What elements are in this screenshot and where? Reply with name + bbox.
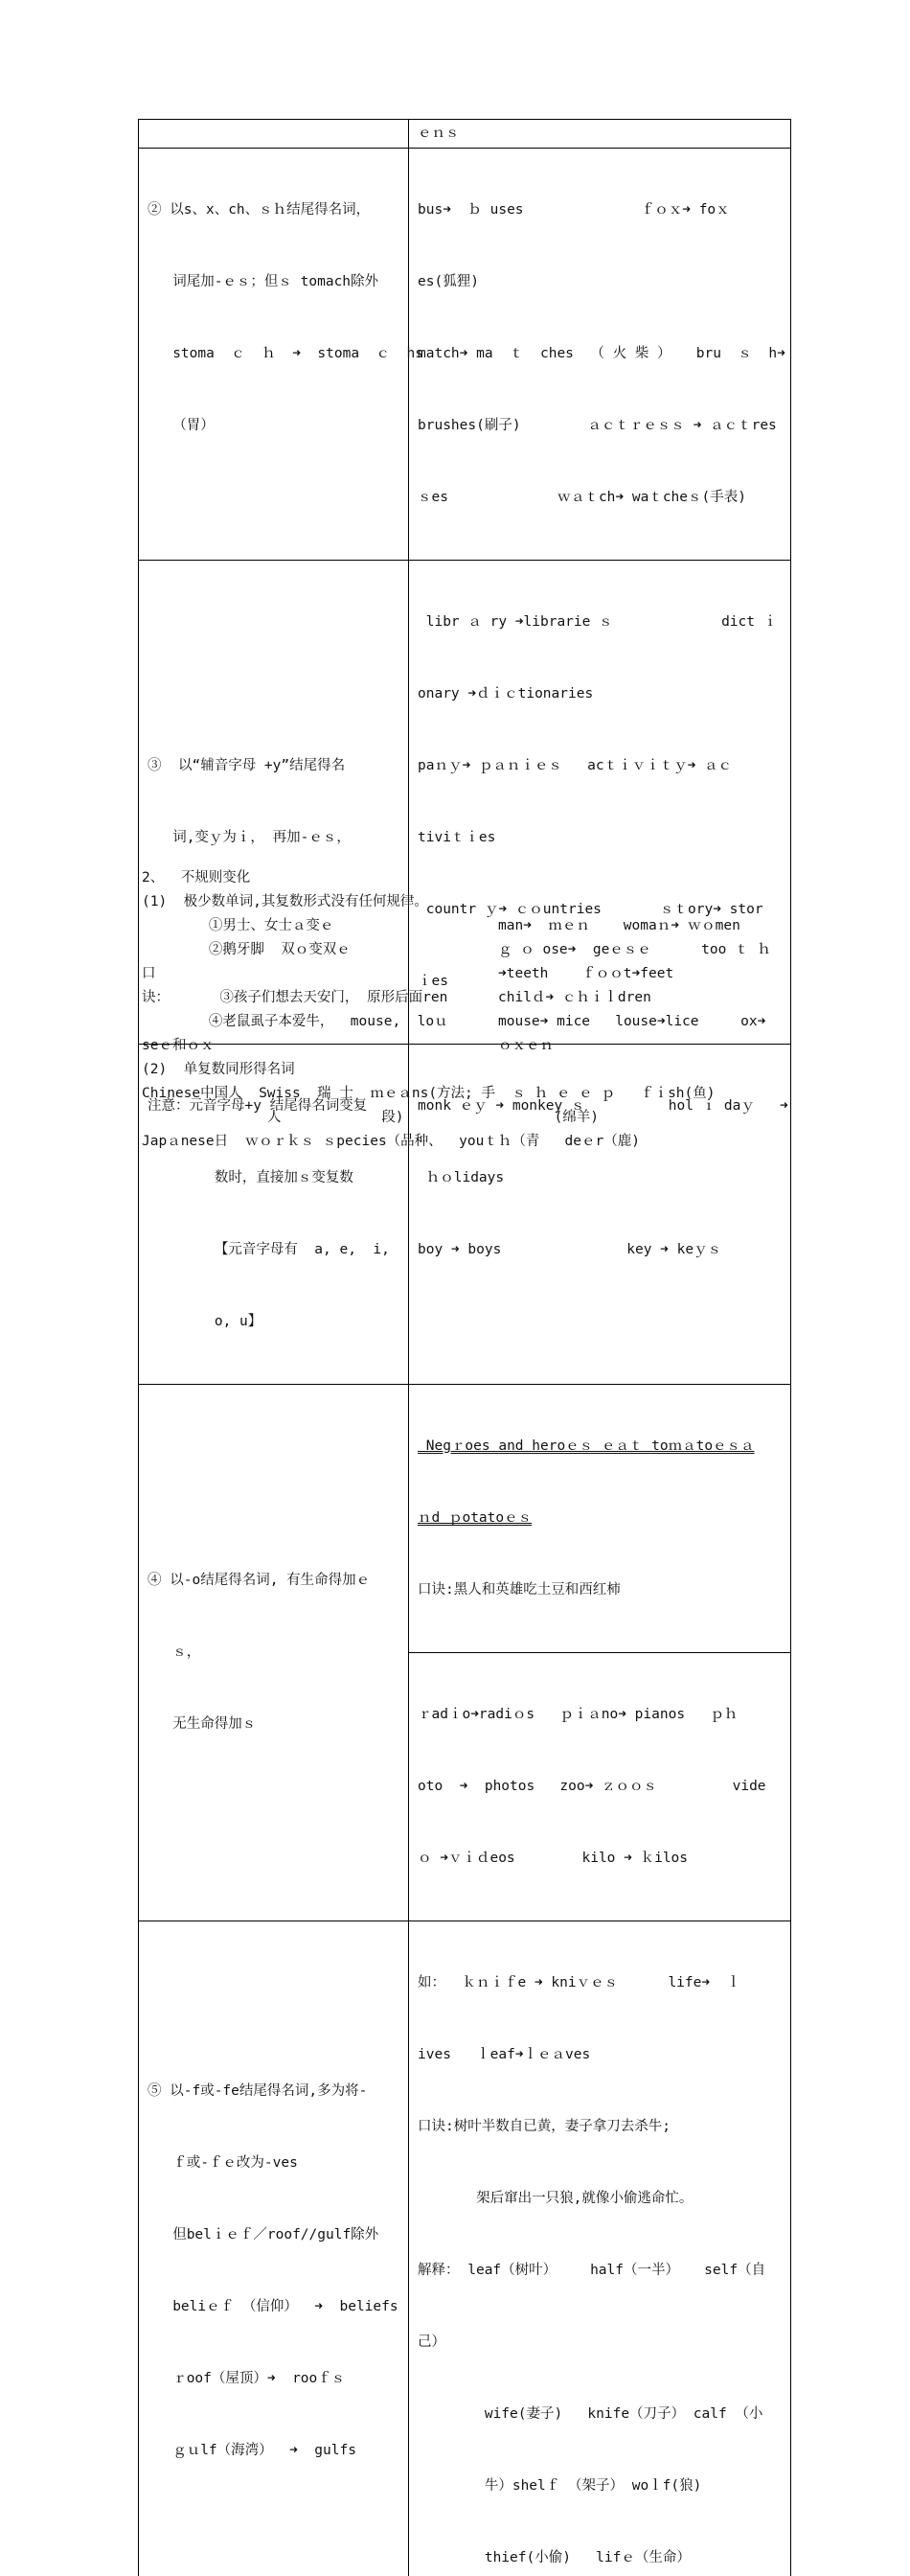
text-line: es(狐狸) bbox=[418, 270, 783, 294]
text-line: boy ➜ boys key ➜ keｙｓ bbox=[418, 1238, 783, 1262]
text-line: libr ａ ry ➜librarie ｓ dict ｉ bbox=[418, 610, 783, 634]
text-line: onary ➜ｄｉｃtionaries bbox=[418, 682, 783, 706]
text-line: 数时，直接加ｓ变复数 bbox=[148, 1166, 400, 1190]
text-line: 牛）shelｆ （架子） woｌf(狼) bbox=[418, 2474, 783, 2498]
text-line: ⑤ 以-f或-fe结尾得名词,多为将- bbox=[148, 2080, 400, 2104]
text-line: Japａnese日 ｗｏｒｋｓ ｓpecies（品种、 youｔｈ（青 deｅr（鹿) bbox=[142, 1130, 793, 1154]
section-heading: 2、 不规则变化 bbox=[142, 866, 793, 890]
text-line: 如： ｋｎｉｆe ➜ kniｖｅｓ life➜ ｌ bbox=[418, 1971, 783, 1995]
examples-column bbox=[498, 914, 793, 1058]
text-line: ①男士、女士ａ变ｅ bbox=[142, 914, 498, 938]
text-line: ②鹅牙脚 双ｏ变双ｅ bbox=[142, 938, 498, 962]
text-line: ｈｏlidays bbox=[418, 1166, 783, 1190]
text-line: oto ➜ photos zoo➜ ｚｏｏｓ vide bbox=[418, 1775, 783, 1799]
example-cell bbox=[409, 149, 791, 561]
text-line: stoma ｃ ｈ ➜ stoma ｃ hs bbox=[148, 342, 400, 366]
example-cell bbox=[409, 1385, 791, 1921]
rule-cell bbox=[139, 1921, 409, 2576]
text-line: 但belｉｅｆ／roof//gulf除外 bbox=[148, 2223, 400, 2247]
text-line: ④ 以-o结尾得名词, 有生命得加ｅ bbox=[148, 1569, 400, 1593]
text-line: wife(妻子) knife（刀子） calf （小 bbox=[418, 2403, 783, 2426]
irregular-section bbox=[142, 866, 793, 1154]
table-row bbox=[139, 1385, 791, 1921]
text-line: 口诀:黑人和英雄吃土豆和西红柿 bbox=[418, 1578, 783, 1602]
text-line: 架后窜出一只狼,就像小偷逃命忙。 bbox=[418, 2187, 783, 2211]
text-line: match➜ ma ｔ ches （ 火 柴 ） bru ｓ h➜ bbox=[418, 342, 783, 366]
text-line: 【元音字母有 a, e, i, bbox=[148, 1238, 400, 1262]
text-line: 解释： leaf（树叶） half（一半） self（自 bbox=[418, 2259, 783, 2283]
rule-cell bbox=[139, 120, 409, 149]
text-line: brushes(刷子) ａｃｔｒｅｓｓ ➜ ａｃｔres bbox=[418, 414, 783, 438]
text-line: ｏ ➜ｖｉｄeos kilo ➜ ｋilos bbox=[418, 1847, 783, 1871]
example-cell bbox=[409, 120, 791, 149]
text-line: paｎｙ➜ ｐａｎｉｅｓ acｔｉｖｉｔｙ➜ ａｃ bbox=[418, 754, 783, 778]
text-line: 词尾加-ｅｓ；但ｓ tomach除外 bbox=[148, 270, 400, 294]
rule-cell bbox=[139, 1385, 409, 1921]
sub-cell bbox=[409, 1652, 790, 1920]
text-line: ➜teeth ｆｏｏt➜feet bbox=[498, 962, 793, 986]
text-line: ｉes bbox=[418, 970, 783, 994]
subsection-heading: (2) 单复数同形得名词 bbox=[142, 1058, 793, 1082]
text-line: ｅｎｓ bbox=[418, 122, 783, 146]
text-line: ｒadｉo➜radiｏs ｐｉａno➜ pianos ｐｈ bbox=[418, 1703, 783, 1727]
irregular-rules bbox=[142, 914, 793, 1058]
text-line: Chinese中国人 Swiss 瑞 士 ｍｅａns(方法; 手 ｓ ｈ ｅ ｅ ｐ ｆｉsh(鱼) bbox=[142, 1082, 793, 1106]
text-line: ｓ， bbox=[148, 1641, 400, 1665]
text-line: beliｅｆ （信仰） ➜ beliefs bbox=[148, 2295, 400, 2319]
text-line: 注意：元音字母+y 结尾得名词变复 bbox=[148, 1094, 400, 1118]
plural-rules-table bbox=[138, 119, 791, 2576]
text-line: seｅ和ｏｘ bbox=[142, 1034, 498, 1058]
text-line: ｎd ｐotatoｅｓ bbox=[418, 1506, 783, 1530]
table-row bbox=[139, 120, 791, 149]
text-line: tiviｔｉes bbox=[418, 826, 783, 850]
text-line: （胃） bbox=[148, 414, 400, 438]
table-row bbox=[139, 1921, 791, 2576]
text-line: 人 段) (绵羊) bbox=[142, 1106, 793, 1130]
text-line: ｏｘｅｎ bbox=[498, 1034, 793, 1058]
text-line: ④老鼠虱子本爱牛， mouse, loｕ bbox=[142, 1010, 498, 1034]
text-line: thief(小偷) lifｅ（生命） bbox=[418, 2546, 783, 2570]
table-row bbox=[139, 149, 791, 561]
text-line: ｇｕlf（海湾） ➜ gulfs bbox=[148, 2439, 400, 2463]
text-line: mouse➜ mice louse➜lice ox➜ bbox=[498, 1010, 793, 1034]
text-line: ives ｌeaf➜ｌｅａves bbox=[418, 2043, 783, 2067]
text-line: man➜ ｍｅｎ womaｎ➜ ｗｏmen bbox=[498, 914, 793, 938]
text-line: 口 bbox=[142, 962, 498, 986]
text-line: chilｄ➜ ｃｈｉｌdren bbox=[498, 986, 793, 1010]
text-line: bus➜ ｂ uses ｆｏｘ➜ foｘ bbox=[418, 198, 783, 222]
text-line: countr ｙ➜ ｃｏuntries ｓｔory➜ stor bbox=[418, 898, 783, 922]
text-line: 诀： ③孩子们想去天安门， 原形后面ren bbox=[142, 986, 498, 1010]
text-line: ｆ或-ｆｅ改为-ves bbox=[148, 2151, 400, 2175]
text-line: ｇ ｏ ose➜ geｅｓｅ too ｔ ｈ bbox=[498, 938, 793, 962]
text-line: 己） bbox=[418, 2331, 783, 2355]
rule-cell bbox=[139, 149, 409, 561]
subsection-heading: (1) 极少数单词,其复数形式没有任何规律。 bbox=[142, 890, 793, 914]
text-line: 口诀:树叶半数自已黄，妻子拿刀去杀牛; bbox=[418, 2115, 783, 2139]
text-line: Negｒoes and heroｅｓ ｅａｔ toｍａtoｅｓａ bbox=[418, 1435, 783, 1459]
text-line: ③ 以“辅音字母 +y”结尾得名 bbox=[148, 754, 400, 778]
text-line: monk ｅｙ ➜ monkey ｓ hol ｉ daｙ ➜ bbox=[418, 1094, 783, 1118]
text-line: 无生命得加ｓ bbox=[148, 1713, 400, 1736]
example-cell bbox=[409, 1921, 791, 2576]
text-line: ｓes ｗａｔch➜ waｔcheｓ(手表) bbox=[418, 486, 783, 510]
text-line: ② 以s、x、ch、ｓｈ结尾得名词， bbox=[148, 198, 400, 222]
text-line: ｒoof（屋顶）➜ rooｆｓ bbox=[148, 2367, 400, 2391]
rhyme-column bbox=[142, 914, 498, 1058]
text-line: 词,变ｙ为ｉ， 再加-ｅｓ， bbox=[148, 826, 400, 850]
text-line: o, u】 bbox=[148, 1310, 400, 1334]
